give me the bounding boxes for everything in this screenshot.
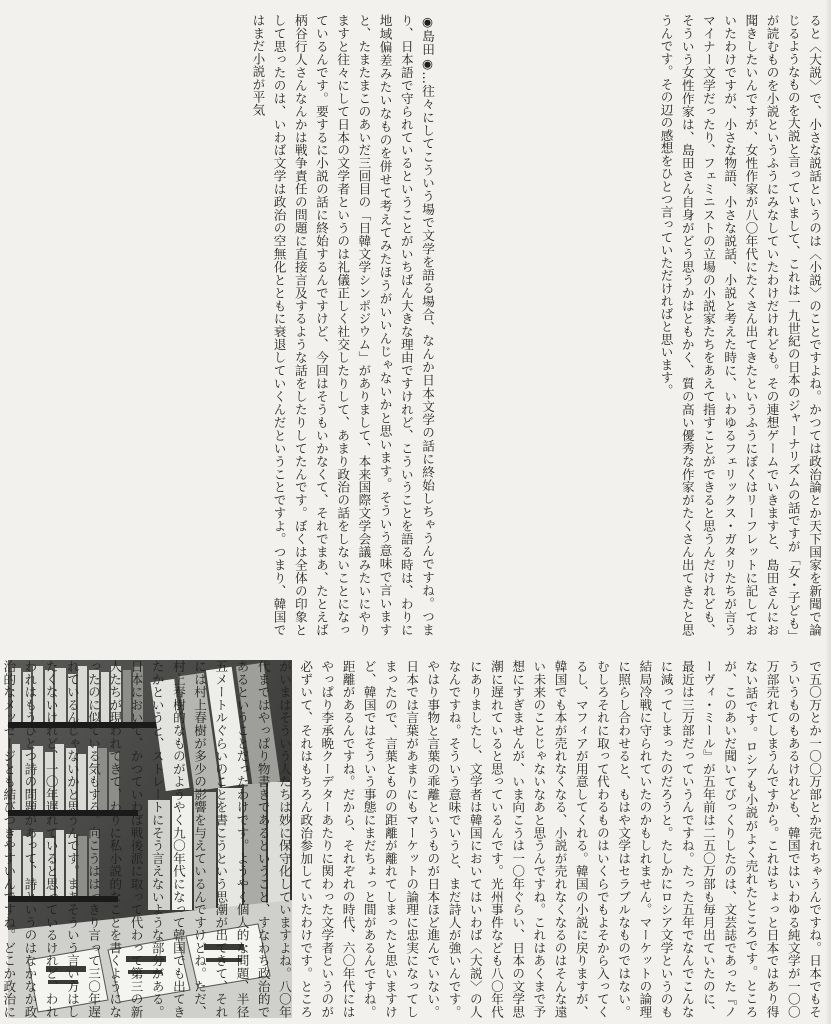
article-column-bottom: で五〇万とか一〇〇万部とか売れちゃうんですね。日本でもそういうものもあるけれども、韓国ではいわゆる純文学が一〇〇万部売れてしまうんですから。これはちょっと日本ではあり得ない話です。ロシアも小説がよく売れたところです。ところが、このあいだ聞いてびっくりしたのは、文芸誌であった『ノーヴィ・ミール』が五年前は二五〇万部も毎月出ていたのに、最近は三万部だっていうんですね。たった五年でなんでこんなに減ってしまったのだろうと。たしかにロシア文学というのも結局冷戦に守られていたのかもしれません。マーケットの論理に照らし合わせると、もはや文学はセラブルなものではない。むしろそれに取って代わるものはいくらでもよそから入ってくるし、マフィアが用意してくれる。韓国の小説に戻りますが、韓国でも本が売れなくなる、小説が売れなくなるのはそんな遠い未来のことじゃないなあと思うんですね。これはあくまで予想にすぎませんが、いま向こうは一〇年ぐらい、日本の文学思潮に遅れていると思っているんです。光州事件なども八〇年代にありましたし、文学者は韓国においてはいわば〈大説〉の人なんですね。そういう意味でいうと、まだ詩人が強いんです。やはり事物と言葉の乖離というものが日本ほど進んでいない。日本では言葉があまりにもマーケットの論理に忠実になってしまったので、言葉とものの距離が離れてしまったと思いますけど、韓国ではそういう事態にまだちょっと間があるんですね。距離があるんですね。だから、それぞれの時代、六〇年代にはやっぱり李承晩クーデターあたりに関わった文学者というのが必ずいて、それはもちろん政治参加していたわけです。ところがいまはそういう人たちは妙に保守化していますよね。八〇年代まではやっぱり物書きであるということ、すなわち政治的であるということだったわけです。ようやく個人的な問題、半径五メートルぐらいのことを書こうという思潮が出てきて、それには村上春樹が多少の影響を与えているんですけどね。ただ、村上春樹的なものがようやく九〇年代になって韓国でも出てきたかというと、ストレートにそう言えないような部分がある。日本において、かつていわば戦後派に取って代わって第三の新人たちが現われてきて、わりに私小説的なことを書くようになったのに似ている気もする。向こうははっきり言って三〇年遅れているんじゃないかと思うんです。まあそういう言い方はしたくないけれど、一〇年遅れていると思っているけれど、われわれはもうひとつ詩の問題があって、詩というのはなかなか政治的なメッセージとも結びつきやすいんですね。どこか政治に [1,660,822,1018]
page-edge [825,0,831,1024]
article-column-top-left: ◉島田◉…往々にしてこういう場で文学を語る場合、なんか日本文学の話に終始しちゃうんですね。つまり、日本語で守られているということがいちばん大きな理由ですけれど、こういうことを語る時は、わりに地域偏差みたいなものを併せて考えてみたほうがいいんじゃないかと思います。そういう意味で言いますと、たまたまこのあいだ三回目の「日韓文学シンポジウム」がありまして、本来国際文学会議みたいにやりますと往々にして日本の文学者というのは礼儀正しく社交したりして、あまり政治の話をしないことになっているんです。要するに小説の話に終始するんですけど、今回はそうもいかなくて、それでまあ、たとえば柄谷行人さんなんかは戦争責任の問題に直接言及するような話をしたりしてたんです。ぼくは全体の印象として思ったのは、いわば文学は政治の空無化とともに衰退していくんだということですよ。つまり、韓国ではまだ小説が平気 [250,14,435,636]
article-column-top-right: ると〈大説〉で、小さな説話というのは〈小説〉のことですよね。かつては政治論とか天下国家を新聞で論じるようなものを大説と言っていまして、これは一九世紀の日本のジャーナリズムの話ですが「女・子ども」が読むものを小説というふうにみなしていたわけだけれども。その連想ゲームでいきますと、島田さんにお聞きしたいんですが、女性作家が八〇年代にたくさん出てきたというふうにぼくはリーフレットに記しておいたわけですが、小さな物語、小さな説話、小説と考えた時に、いわゆるフェリックス・ガタリたちが言うマイナー文学だったり、フェミニストの立場の小説家たちをあえて指すことができると思うんだけれども、そういう女性作家は、島田さん自身がどう思うかはともかく、質の高い優秀な作家がたくさん出てきたと思うんです。その辺の感想をひとつ言っていただければと思います。 [658,14,822,636]
